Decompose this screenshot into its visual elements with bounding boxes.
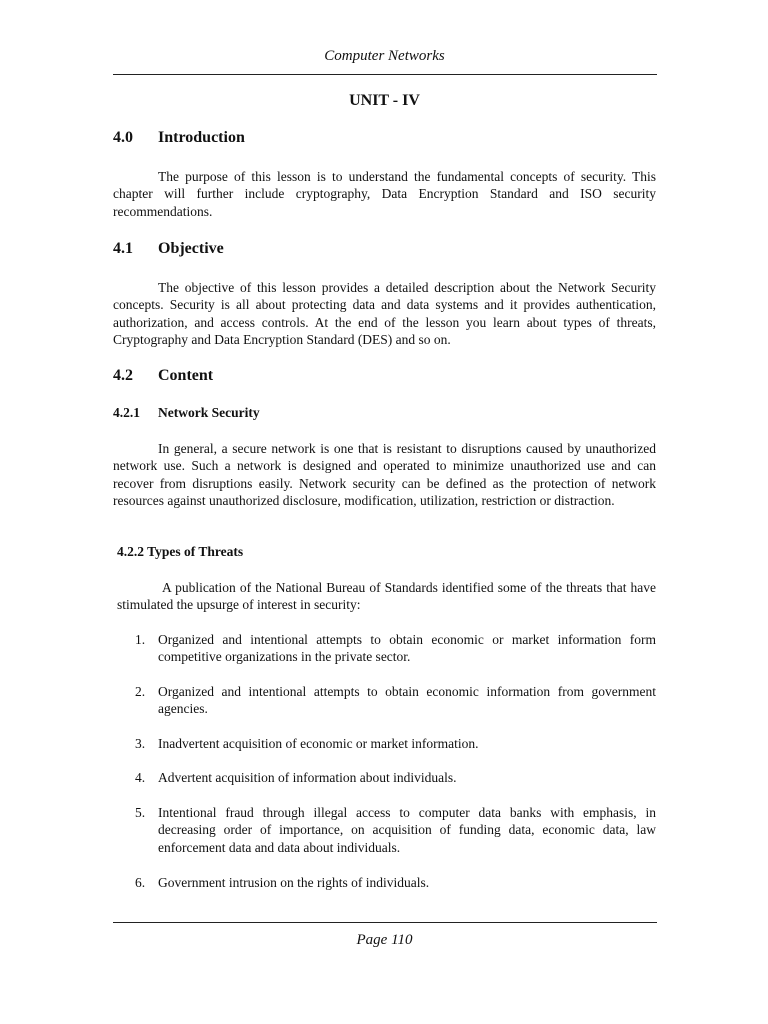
list-marker: 6. [135,875,146,890]
section-number: 4.1 [113,240,133,257]
network-security-paragraph: In general, a secure network is one that is resistant to disruptions caused by unauthorized network use. Such a network is designed and operated to minimize unauthorized use and can recover from disruptions easily. Network security can be defined as the protection of network resources against unauthorized disclosure, modification, utilization, restriction or distraction. [113,441,656,508]
objective-paragraph: The objective of this lesson provides a detailed description about the Network Security concepts. Security is all about protecting data and data systems and it provides authentication, authorization, and access controls. At the end of the lesson you learn about types of threats, Cryptography and Data Encryption Standard (DES) and so on. [113,280,656,347]
introduction-paragraph: The purpose of this lesson is to understand the fundamental concepts of security. This chapter will further include cryptography, Data Encryption Standard and ISO security recommendations. [113,169,656,219]
list-marker: 4. [135,770,146,785]
list-marker: 3. [135,736,146,751]
subsection-heading-network-security [113,404,260,422]
list-marker: 1. [135,632,146,647]
header-rule [113,74,657,75]
list-item-text: Inadvertent acquisition of economic or market information. [158,736,479,751]
list-item-text: Advertent acquisition of information about individuals. [158,770,457,785]
subsection-heading-types-of-threats: 4.2.2 Types of Threats [117,544,244,559]
list-item [113,769,656,786]
list-item [113,804,656,856]
list-marker: 2. [135,684,146,699]
section-heading-content [113,366,213,386]
list-item-text: Government intrusion on the rights of individuals. [158,875,430,890]
running-header: Computer Networks [324,48,445,64]
footer-rule [113,922,657,923]
list-item-text: Organized and intentional attempts to obtain economic information from government agencies. [158,684,656,717]
subsection-number: 4.2.1 [113,405,140,420]
section-title: Introduction [158,129,245,146]
list-item-text: Organized and intentional attempts to obtain economic or market information form competitive organizations in the private sector. [158,632,656,665]
section-heading-objective [113,239,224,259]
list-item [113,874,656,891]
list-item [113,631,656,666]
section-title: Objective [158,240,224,257]
page-number: Page 110 [356,932,413,948]
list-item-text: Intentional fraud through illegal access to computer data banks with emphasis, in decreasing order of importance, on acquisition of funding data, economic data, law enforcement data and data about individuals. [158,805,656,855]
list-item [113,683,656,718]
threats-intro-paragraph: A publication of the National Bureau of Standards identified some of the threats that have stimulated the upsurge of interest in security: [117,580,656,613]
subsection-title: Network Security [158,405,260,420]
section-number: 4.0 [113,129,133,146]
section-heading-introduction [113,128,245,148]
unit-title: UNIT - IV [349,92,420,109]
section-title: Content [158,367,214,384]
list-marker: 5. [135,805,146,820]
list-item [113,735,656,752]
section-number: 4.2 [113,367,133,384]
